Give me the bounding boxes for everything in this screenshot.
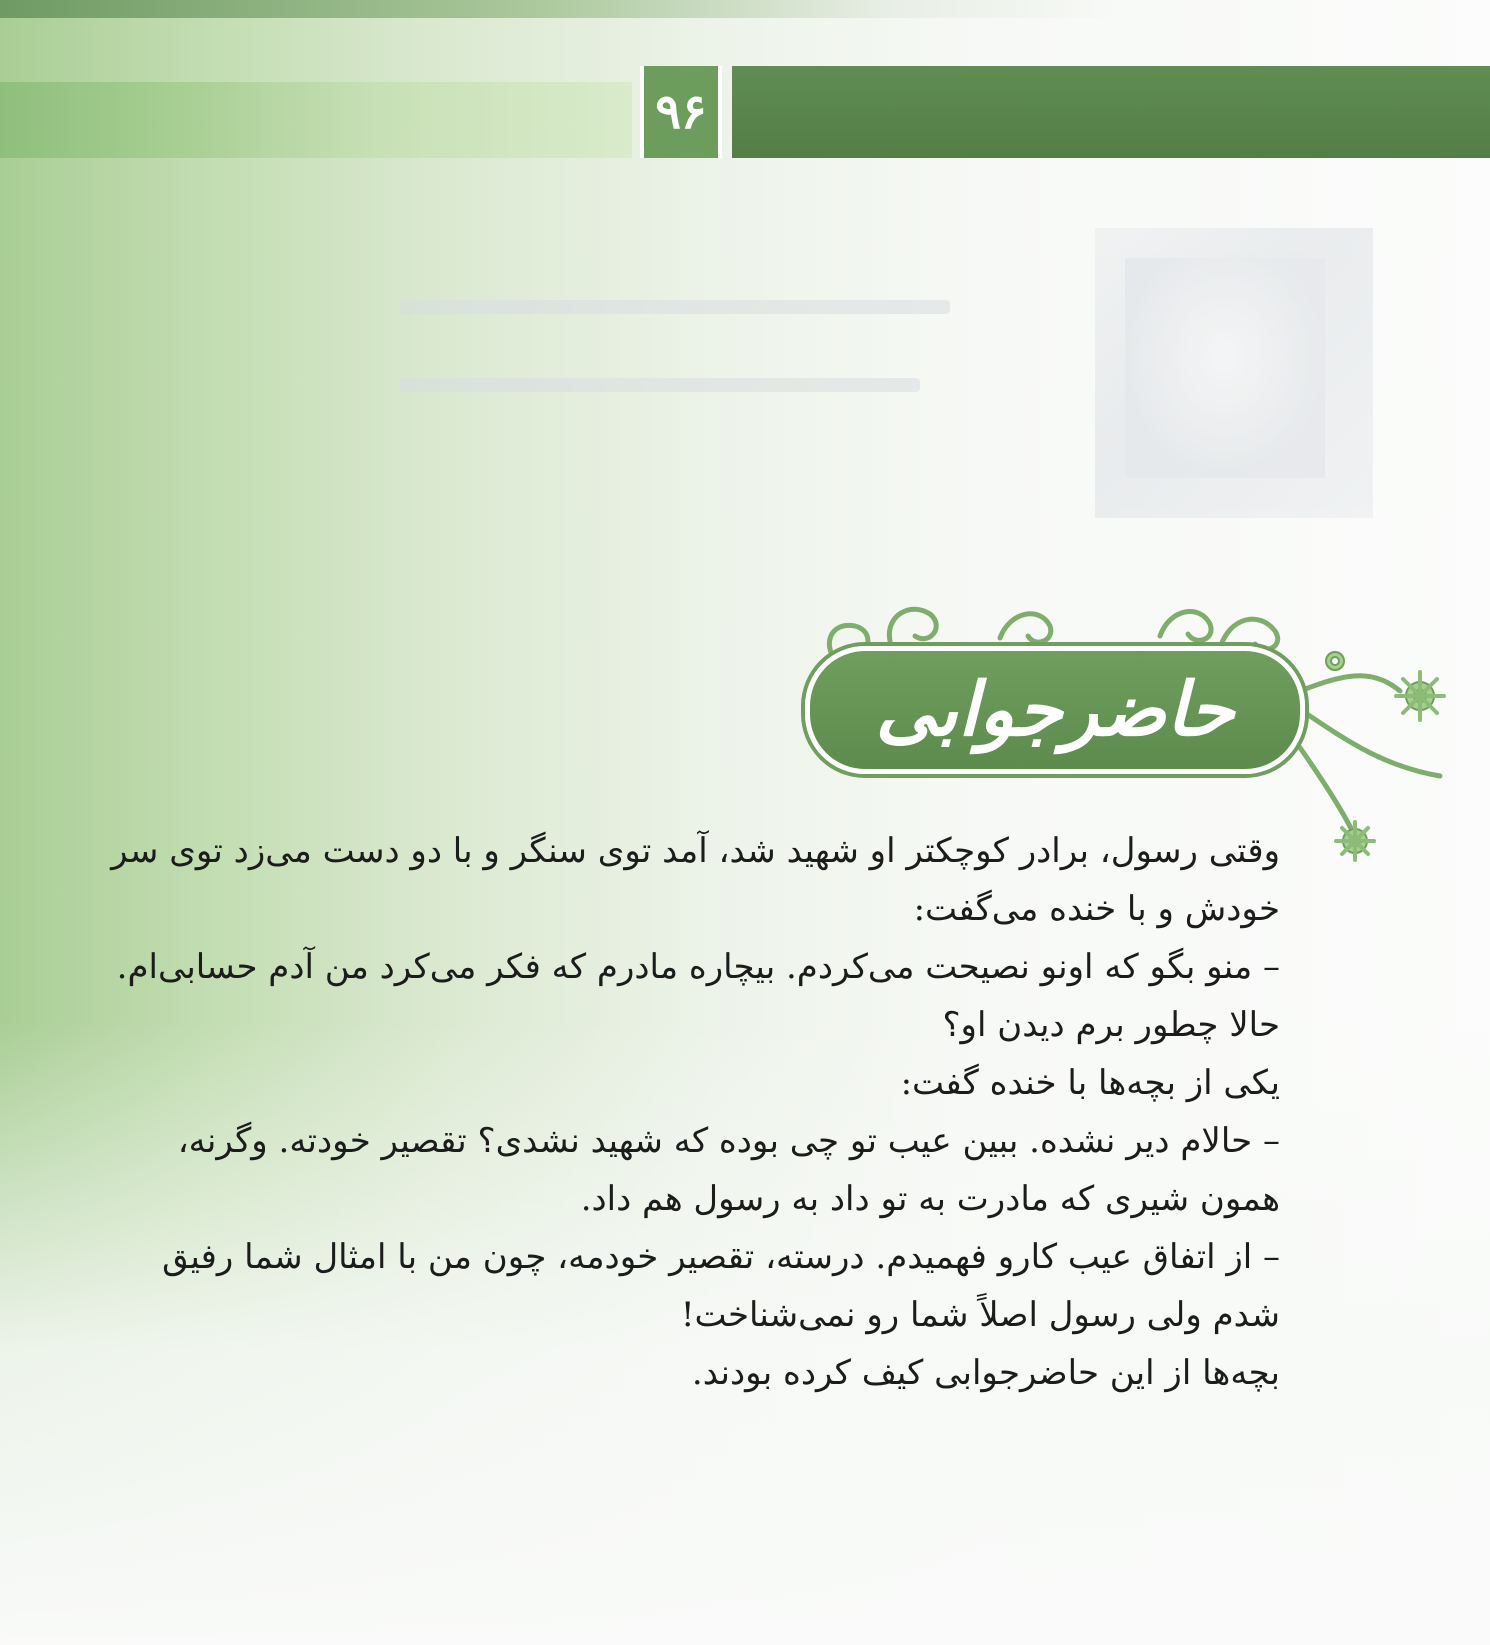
faded-photo-show-through	[1095, 228, 1373, 518]
paragraph: بچه‌ها از این حاضرجوابی کیف کرده بودند.	[691, 1353, 1280, 1393]
paragraph: یکی از بچه‌ها با خنده گفت:	[900, 1063, 1280, 1103]
paragraph: – حالام دیر نشده. ببین عیب تو چی بوده که شهید نشدی؟ تقصیر خودته. وگرنه، همون شیری که مادرت به تو داد به رسول هم داد.	[177, 1121, 1280, 1219]
faded-text-line	[400, 378, 920, 392]
faded-photo-inner	[1125, 258, 1325, 478]
paragraph: – از اتفاق عیب کارو فهمیدم. درسته، تقصیر خودمه، چون من با امثال شما رفیق شدم ولی رسول اصلاً شما رو نمی‌شناخت!	[162, 1237, 1280, 1335]
page-header-band	[0, 66, 1490, 158]
paragraph: – منو بگو که اونو نصیحت می‌کردم. بیچاره مادرم که فکر می‌کرد من آدم حسابی‌ام. حالا چطور برم دیدن او؟	[116, 947, 1280, 1045]
top-edge-strip	[0, 0, 1490, 18]
page-number: ۹۶	[640, 66, 722, 158]
faded-text-line	[400, 300, 950, 314]
header-band-left	[0, 82, 632, 158]
section-title: حاضرجوابی	[805, 646, 1305, 774]
story-body	[100, 822, 1280, 1402]
header-band-right	[732, 66, 1490, 158]
paragraph: وقتی رسول، برادر کوچکتر او شهید شد، آمد توی سنگر و با دو دست می‌زد توی سر خودش و با خنده می‌گفت:	[111, 831, 1280, 929]
